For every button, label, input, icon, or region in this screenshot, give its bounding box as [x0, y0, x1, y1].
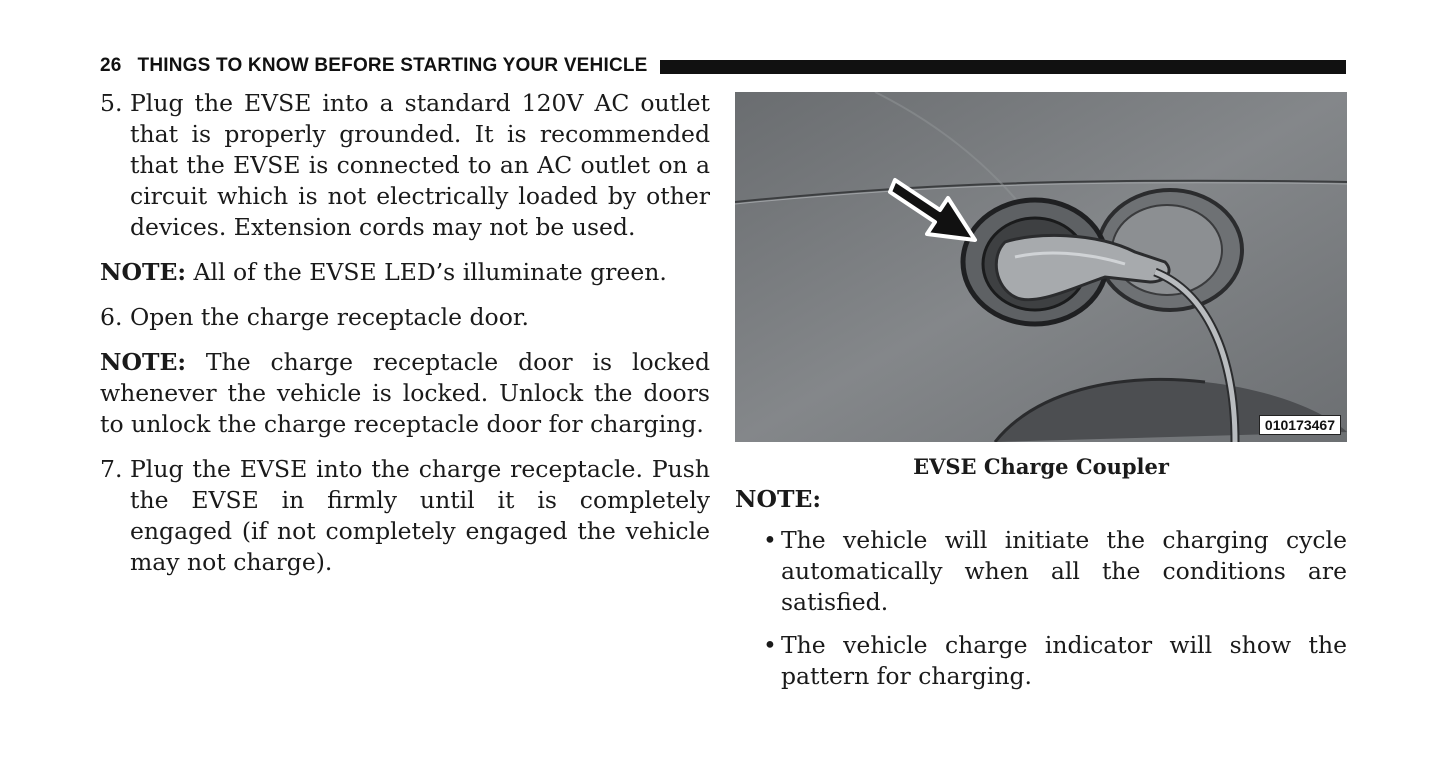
- note-text: The charge receptacle door is locked whenever the vehicle is locked. Unlock the doors to unlock the charge receptacle door for charging.: [100, 348, 710, 438]
- note-text: All of the EVSE LED’s illuminate green.: [186, 258, 667, 286]
- bullet-text: The vehicle will initiate the charging cycle automatically when all the conditions are satisfied.: [781, 526, 1347, 616]
- step-text: Open the charge receptacle door.: [130, 303, 529, 331]
- note-led: [100, 257, 710, 288]
- step-number: 7.: [100, 455, 123, 483]
- section-title: THINGS TO KNOW BEFORE STARTING YOUR VEHICLE: [137, 55, 648, 76]
- header-rule: [660, 60, 1346, 74]
- bullet-dot: •: [763, 526, 777, 554]
- bullet-text: The vehicle charge indicator will show the pattern for charging.: [781, 631, 1347, 690]
- note-door-lock: [100, 347, 710, 440]
- step-text: Plug the EVSE into the charge receptacle. Push the EVSE in firmly until it is completely engaged (if not completely engaged the vehicle may not charge).: [130, 455, 710, 576]
- bullet-item: [763, 525, 1347, 618]
- step-number: 6.: [100, 303, 123, 331]
- note-heading: NOTE:: [735, 485, 822, 513]
- charge-coupler-figure: [735, 92, 1347, 442]
- step-6: [100, 302, 710, 333]
- page-header: [100, 54, 1346, 78]
- figure-caption: EVSE Charge Coupler: [913, 454, 1169, 479]
- step-7: [100, 454, 710, 578]
- note-label: NOTE:: [100, 348, 187, 376]
- charge-coupler-illustration: [735, 92, 1347, 442]
- page-number: 26: [100, 55, 122, 76]
- right-column: [735, 484, 1347, 704]
- note-label: NOTE:: [100, 258, 187, 286]
- bullet-item: [763, 630, 1347, 692]
- bullet-dot: •: [763, 631, 777, 659]
- step-text: Plug the EVSE into a standard 120V AC outlet that is properly grounded. It is recommended that the EVSE is connected to an AC outlet on a circuit which is not electrically loaded by other devices. Extension cords may not be used.: [130, 89, 710, 241]
- left-column: [100, 88, 710, 592]
- step-5: [100, 88, 710, 243]
- figure-id-label: 010173467: [1259, 415, 1341, 435]
- step-number: 5.: [100, 89, 123, 117]
